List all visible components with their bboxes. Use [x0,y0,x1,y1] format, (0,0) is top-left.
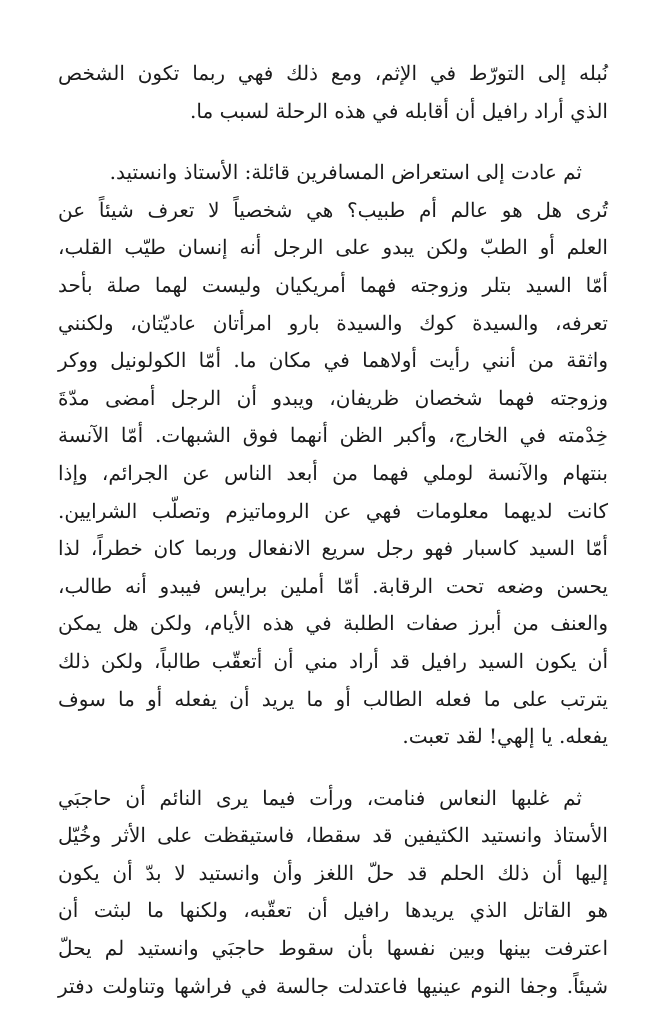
text-line: يترتب على ما فعله الطالب أو ما يريد أن يفعله أو ما سوف [58,686,608,711]
text-line: أمّا السيد كاسبار فهو رجل سريع الانفعال وربما كان خطراً، لذا [58,536,608,561]
text-line: الذي أراد رافيل أن أقابله في هذه الرحلة لسبب ما. [190,98,608,123]
text-line: هو القاتل الذي يريدها رافيل أن تعقّبه، ولكنها ما لبثت أن [58,898,608,923]
text-line: تُرى هل هو عالم أم طبيب؟ هي شخصياً لا تعرف شيئاً عن [58,197,608,222]
text-line: وزوجته فهما شخصان ظريفان، ويبدو أن الرجل أمضى مدّةَ [58,385,608,410]
text-line: يحسن وضعه تحت الرقابة. أمّا أملين برايس فيبدو أنه طالب، [58,573,608,598]
text-line: ثم غلبها النعاس فنامت، ورأت فيما يرى النائم أن حاجبَي [58,785,582,810]
paragraph [58,55,608,130]
text-line: الأستاذ وانستيد الكثيفين قد سقطا، فاستيقظت على الأثر وخُيّل [58,823,608,848]
text-line: إليها أن ذلك الحلم قد حلّ اللغز وأن وانستيد لا بدّ أن يكون [58,860,608,885]
text-line: خِدْمته في الخارج، وأكبر الظن أنهما فوق الشبهات. أمّا الآنسة [58,423,608,448]
paragraph [58,780,608,1006]
text-line: كانت لديهما معلومات فهي عن الروماتيزم وتصلّب الشرايين. [58,498,608,523]
text-line: يفعله. يا إلهي! لقد تعبت. [402,724,608,749]
book-page [58,55,608,1029]
text-line: العلم أو الطبّ ولكن يبدو على الرجل أنه إنسان طيّب القلب، [58,235,608,260]
text-line: تعرفه، والسيدة كوك والسيدة بارو امرأتان عاديّتان، ولكنني [58,310,608,335]
text-line: ثم عادت إلى استعراض المسافرين قائلة: الأستاذ وانستيد. [109,160,582,185]
text-line: اعترفت بينها وبين نفسها بأن سقوط حاجبَي وانستيد لم يحلّ [58,936,608,961]
text-line: أمّا السيد بتلر وزوجته فهما أمريكيان وليست لهما صلة بأحد [58,272,608,297]
text-line: والعنف من أبرز صفات الطلبة في هذه الأيام، ولكن هل يمكن [58,611,608,636]
text-line: بنتهام والآنسة لوملي فهما من أبعد الناس عن الجرائم، وإذا [58,460,608,485]
text-line: نُبله إلى التورّط في الإثم، ومع ذلك فهي ربما تكون الشخص [58,61,608,85]
text-line: شيئاً. وجفا النوم عينيها فاعتدلت جالسة في فراشها وتناولت دفتر [58,973,608,998]
paragraph [58,154,608,756]
text-line: أن يكون السيد رافيل قد أراد مني أن أتعقّب طالباً، ولكن ذلك [58,648,608,673]
text-line: واثقة من أنني رأيت أولاهما في مكان ما. أمّا الكولونيل ووكر [58,348,608,373]
